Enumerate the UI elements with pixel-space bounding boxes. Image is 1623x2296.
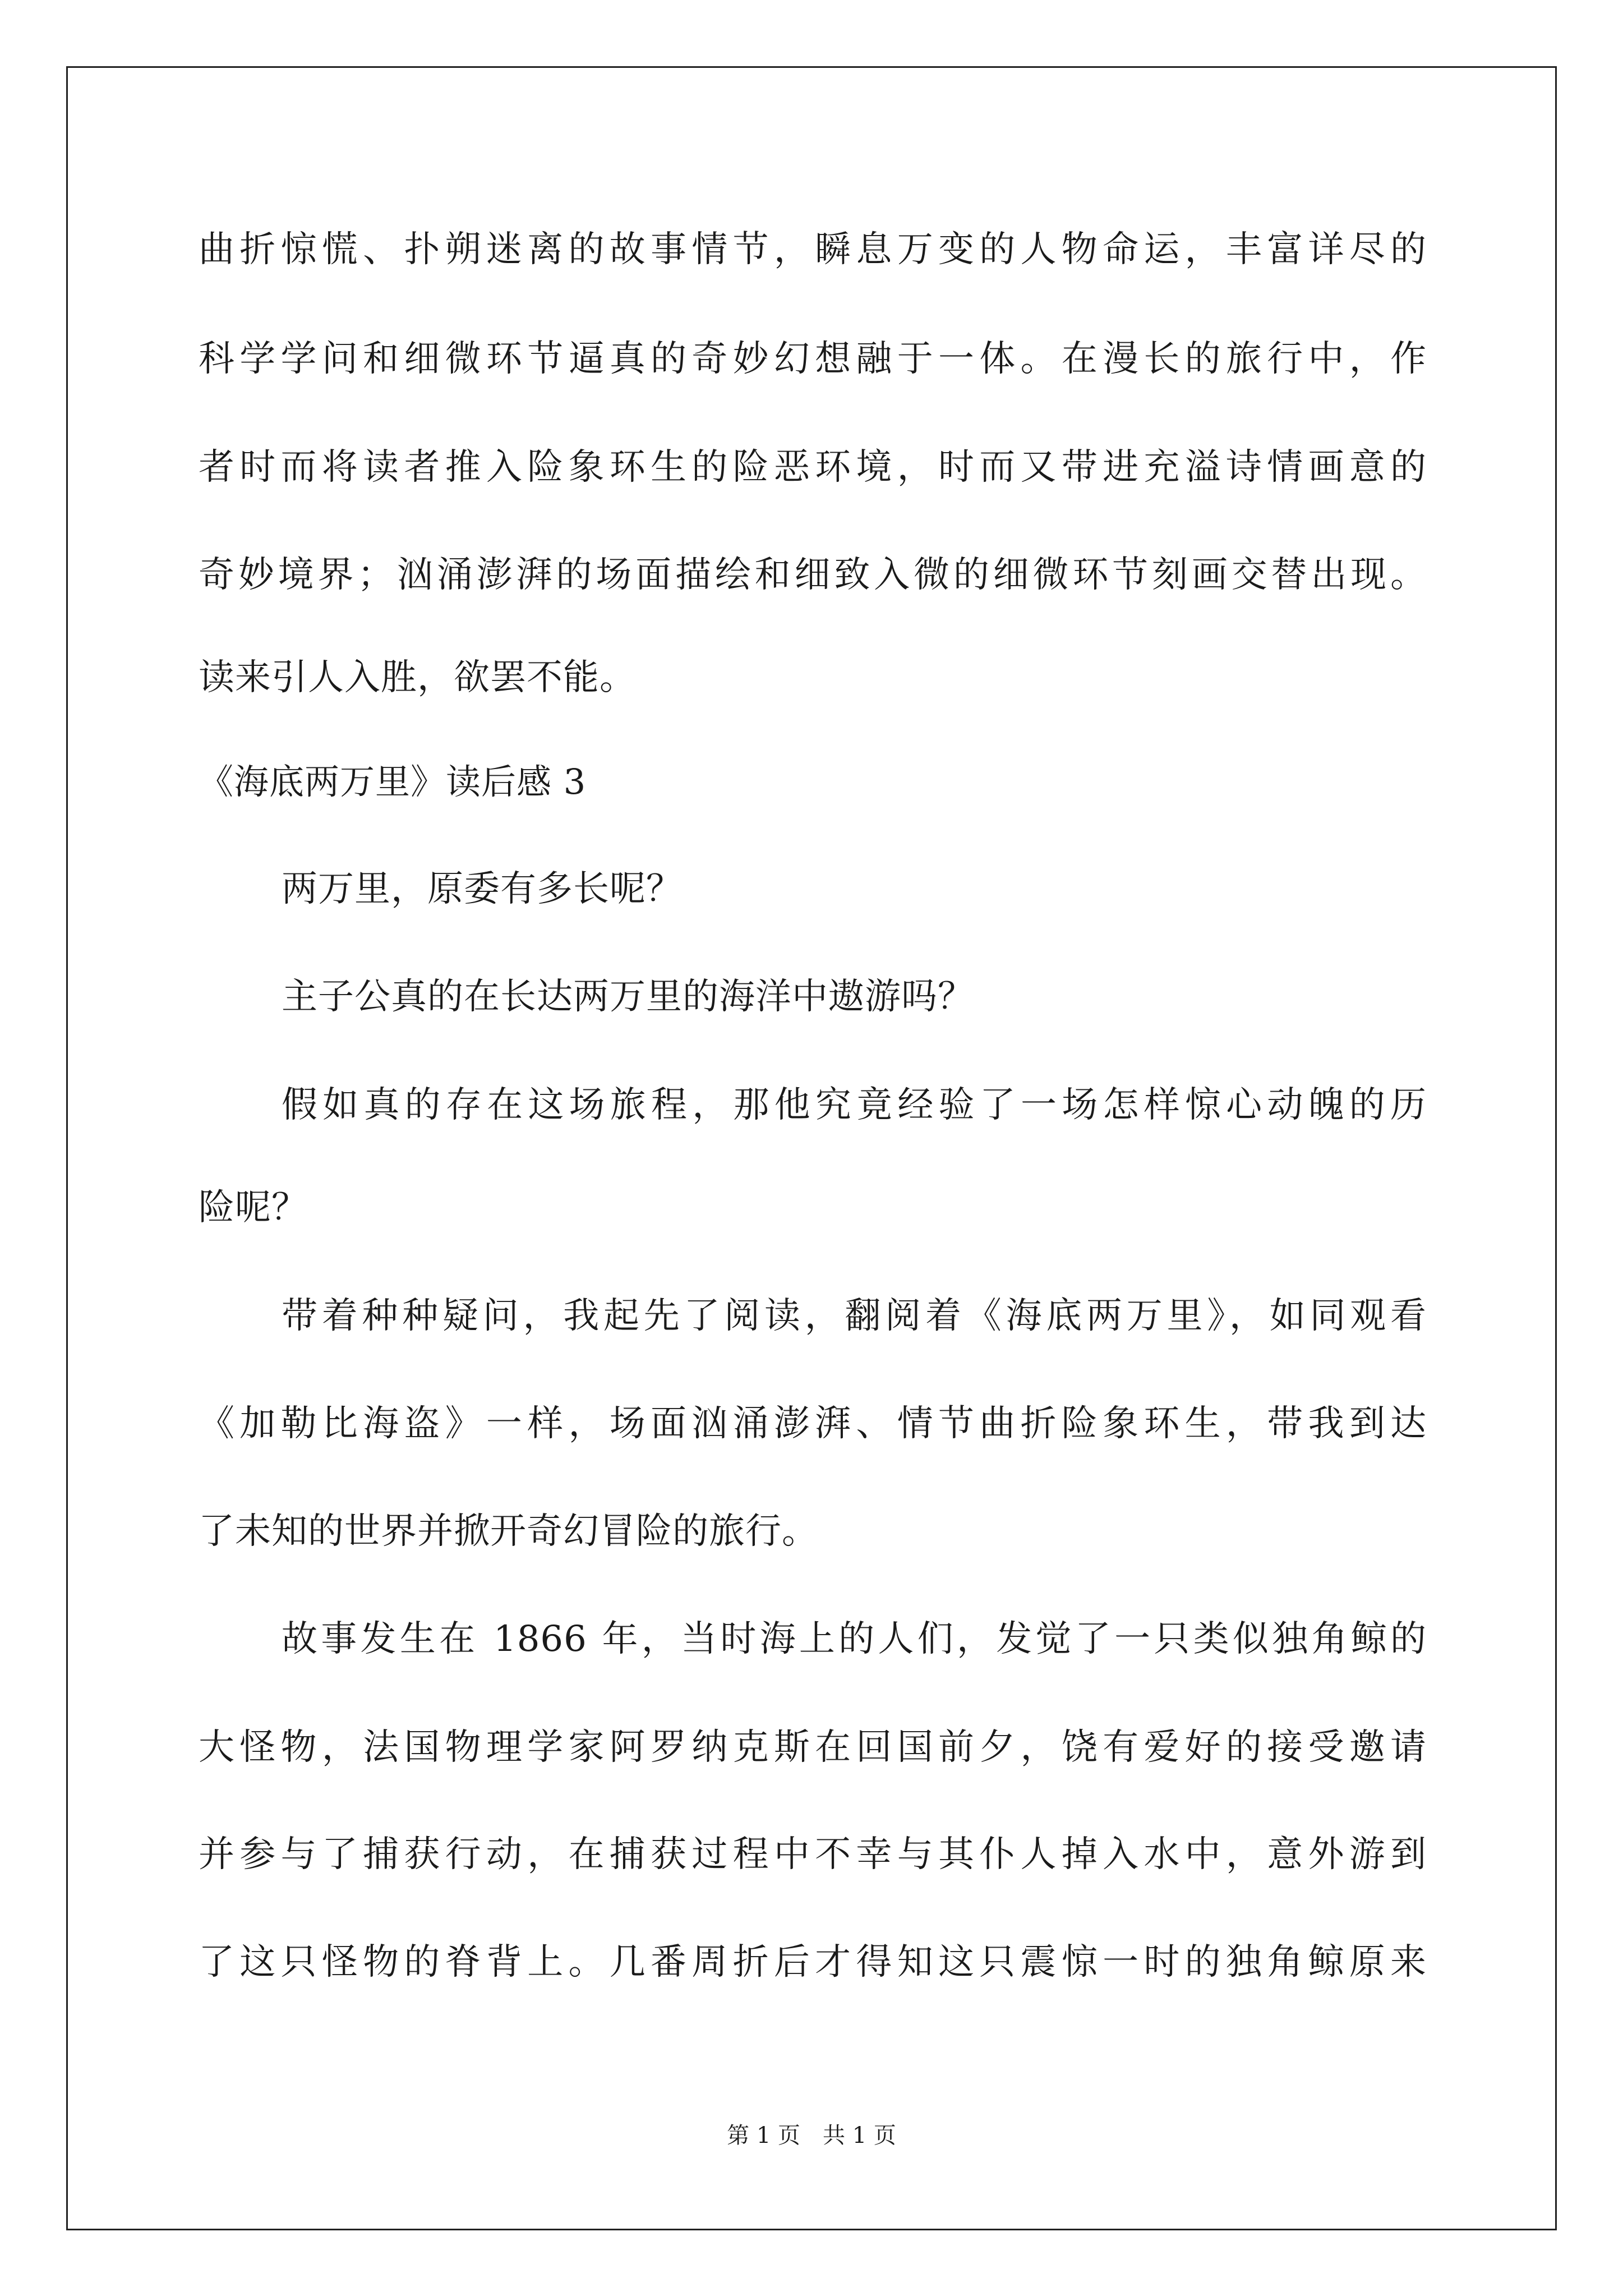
paragraph-line: 带着种种疑问，我起先了阅读，翻阅着《海底两万里》，如同观看 xyxy=(282,1295,1427,1337)
paragraph-line: 了这只怪物的脊背上。几番周折后才得知这只震惊一时的独角鲸原来 xyxy=(199,1941,1427,1983)
body-text-line: 奇妙境界；汹涌澎湃的场面描绘和细致入微的细微环节刻画交替出现。 xyxy=(199,554,1427,596)
body-text-line: 者时而将读者推入险象环生的险恶环境，时而又带进充溢诗情画意的 xyxy=(199,447,1427,488)
page-footer: 第 1 页 共 1 页 xyxy=(727,2123,896,2148)
paragraph-line: 故事发生在 1866 年，当时海上的人们，发觉了一只类似独角鲸的 xyxy=(282,1618,1427,1660)
paragraph-line: 险呢？ xyxy=(199,1187,308,1228)
paragraph-line: 大怪物，法国物理学家阿罗纳克斯在回国前夕，饶有爱好的接受邀请 xyxy=(199,1727,1427,1768)
paragraph-line: 《加勒比海盗》一样，场面汹涌澎湃、情节曲折险象环生，带我到达 xyxy=(199,1403,1427,1444)
paragraph-line: 主子公真的在长达两万里的海洋中遨游吗？ xyxy=(282,976,974,1018)
page-border xyxy=(66,66,1557,2230)
body-text-line: 读来引人入胜，欲罢不能。 xyxy=(199,657,636,698)
section-heading: 《海底两万里》读后感 3 xyxy=(199,761,587,802)
paragraph-line: 了未知的世界并掀开奇幻冒险的旅行。 xyxy=(199,1511,818,1552)
paragraph-line: 假如真的存在这场旅程，那他究竟经验了一场怎样惊心动魄的历 xyxy=(282,1084,1427,1126)
body-text-line: 曲折惊慌、扑朔迷离的故事情节，瞬息万变的人物命运，丰富详尽的 xyxy=(199,229,1427,270)
body-text-line: 科学学问和细微环节逼真的奇妙幻想融于一体。在漫长的旅行中，作 xyxy=(199,338,1427,380)
paragraph-line: 两万里，原委有多长呢？ xyxy=(282,868,683,910)
paragraph-line: 并参与了捕获行动，在捕获过程中不幸与其仆人掉入水中，意外游到 xyxy=(199,1834,1427,1875)
